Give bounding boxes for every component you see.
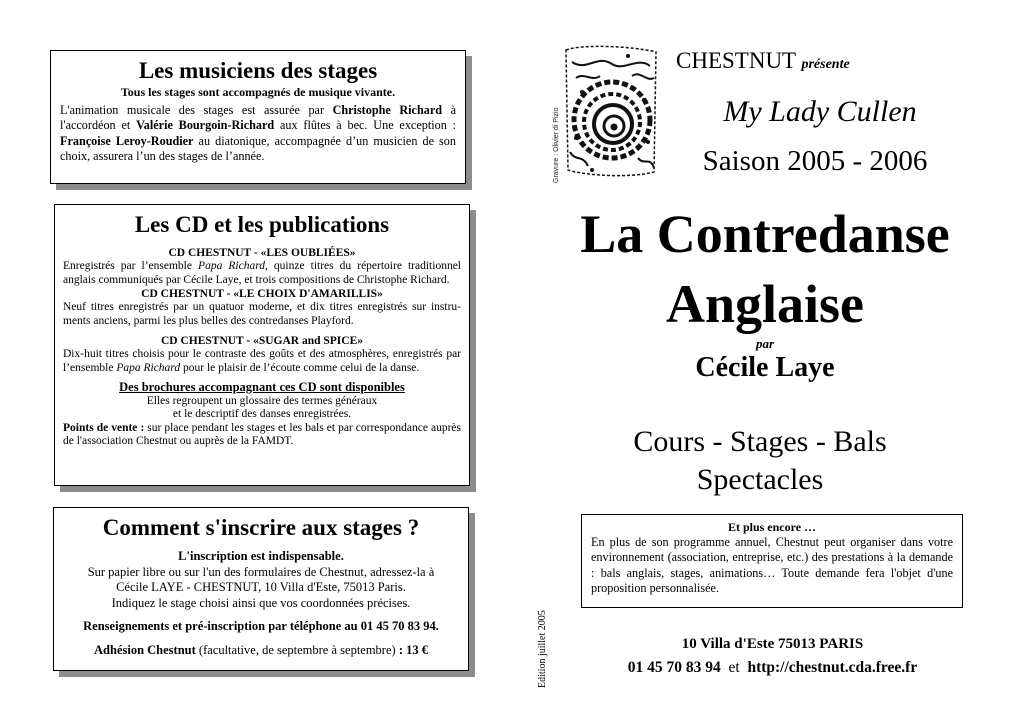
cd-title: CD CHESTNUT - «LES OUBLIÉES» — [168, 247, 356, 259]
show-title: My Lady Cullen — [723, 95, 917, 128]
season: Saison 2005 - 2006 — [702, 145, 928, 177]
registration-phone: Renseignements et pré-inscription par téléphone au 01 45 70 83 94. — [83, 619, 439, 633]
main-title: Anglaise — [665, 274, 865, 334]
author: Cécile Laye — [695, 352, 835, 383]
cd-title: CD CHESTNUT - «LE CHOIX D'AMARILLIS» — [141, 288, 383, 301]
cds-box — [54, 204, 470, 486]
contact-website[interactable]: http://chestnut.cda.free.fr — [747, 659, 918, 676]
more-title: Et plus encore … — [727, 520, 817, 534]
musicians-title: Les musiciens des stages — [138, 58, 378, 83]
musicians-text: L'animation musicale des stages est assurée par Christophe Richard à l'accordéon et Valérie Bourgoin-Richard aux flûtes à bec. Une exception : Françoise Leroy-Roudier au diatonique, accompagnée d’un musicien de son choix, assurera l’un des stages de l’année. — [60, 103, 457, 164]
cd-description: Neuf titres enregistrés par un quatuor moderne, et dix titres enregistrés sur instru-ments anciens, parmi les plus belles des contredanses Playford. — [63, 301, 461, 327]
cd-title: CD CHESTNUT - «SUGAR and SPICE» — [160, 335, 364, 348]
cd-description: Dix-huit titres choisis pour le contraste des goûts et des atmosphères, enregistrés par l’ensemble Papa Richard pour le plaisir de l’écoute comme celui de la danse. — [63, 348, 461, 374]
registration-text: Indiquez le stage choisi ainsi que vos coordonnées précises. — [111, 595, 411, 610]
edition-date: Edition juillet 2005 — [537, 610, 548, 688]
musician-name: Valérie Bourgoin-Richard — [136, 118, 275, 133]
musicians-subtitle: Tous les stages sont accompagnés de musique vivante. — [120, 85, 396, 99]
more-box — [581, 514, 963, 608]
registration-box — [53, 507, 469, 671]
by-label: par — [755, 336, 775, 351]
brochures-text: Elles regroupent un glossaire des termes généraux — [146, 394, 378, 407]
main-title: La Contredanse — [580, 204, 950, 264]
presenter: CHESTNUT présente — [676, 48, 850, 73]
cd-description: Enregistrés par l’ensemble Papa Richard, quinze titres du répertoire traditionnel anglais communiqués par Cécile Laye, et trois compositions de Christophe Richard. — [63, 260, 461, 286]
registration-title: Comment s'inscrire aux stages ? — [102, 515, 420, 540]
activities: Cours - Stages - Bals Spectacles — [633, 425, 887, 496]
registration-address: Cécile LAYE - CHESTNUT, 10 Villa d'Este, 75013 Paris. — [116, 580, 406, 594]
contact-line: 01 45 70 83 94 et http://chestnut.cda.free.fr — [627, 659, 918, 676]
brochures-text: et le descriptif des danses enregistrées. — [172, 408, 352, 421]
cds-title: Les CD et les publications — [134, 212, 390, 237]
more-text: En plus de son programme annuel, Chestnut peut organiser dans votre environnement (association, entreprise, etc.) des prestations à la demande : bals anglais, stages, animations… Toute demande fera l'objet d'une proposition personnalisée. — [591, 535, 953, 596]
contact-phone: 01 45 70 83 94 — [627, 659, 721, 676]
brochures-title: Des brochures accompagnant ces CD sont disponibles — [119, 379, 405, 394]
membership: Adhésion Chestnut (facultative, de septembre à septembre) : 13 € — [94, 642, 428, 657]
contact-address: 10 Villa d'Este 75013 PARIS — [681, 636, 864, 652]
engraving-credit: Gravure : Olivier di Pizio — [553, 107, 560, 183]
registration-text: Sur papier libre ou sur l'un des formulaires de Chestnut, adressez-la à — [87, 564, 435, 579]
musicians-box — [50, 50, 466, 184]
registration-required: L'inscription est indispensable. — [178, 549, 344, 563]
musician-name: Christophe Richard — [332, 103, 443, 117]
sale-points: Points de vente : sur place pendant les stages et les bals et par correspondance auprès de l'association Chestnut ou auprès de la FAMDT. — [63, 421, 461, 448]
musician-name: Françoise Leroy-Roudier — [60, 133, 194, 148]
